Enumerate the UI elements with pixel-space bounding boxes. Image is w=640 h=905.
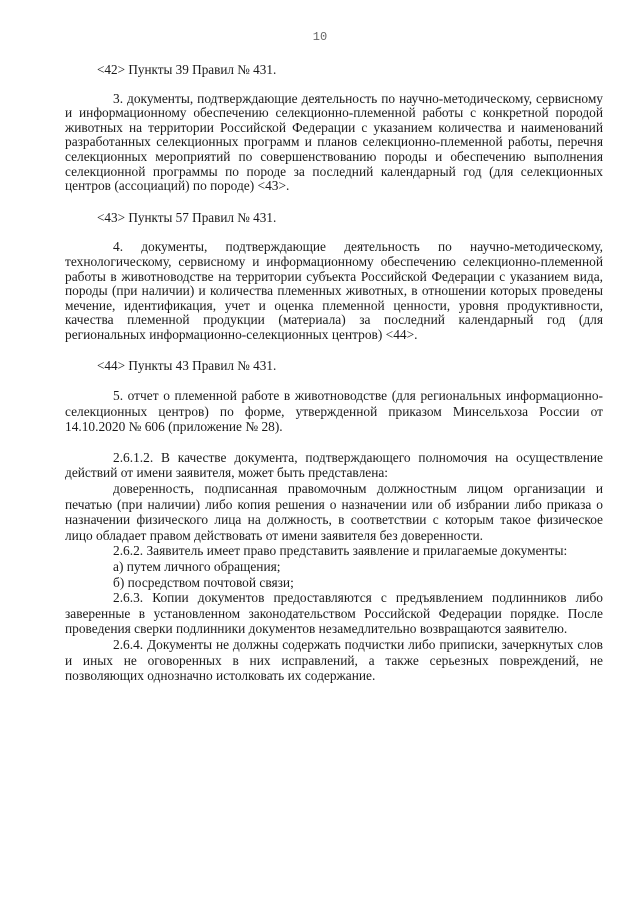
paragraph-power-of-attorney: доверенность, подписанная правомочным должностным лицом организации и печатью (при наличии) либо копия решения о назначении или об избрании либо приказа о назначении физического лица на должность, в соответствии с которым такое физическое лицо обладает правом действовать от имени заявителя без доверенности. [65,481,603,543]
paragraph-2-6-4: 2.6.4. Документы не должны содержать подчистки либо приписки, зачеркнутых слов и иных не оговоренных в них исправлений, а также серьезных повреждений, не позволяющих однозначно истолковать их содержание. [65,637,603,684]
paragraph-2-6-1-2: 2.6.1.2. В качестве документа, подтверждающего полномочия на осуществление действий от имени заявителя, может быть представлена: [65,449,603,481]
footnote-43: <43> Пункты 57 Правил № 431. [97,209,277,225]
paragraph-item-3: 3. документы, подтверждающие деятельность по научно-методическому, сервисному и информационному обеспечению селекционно-племенной работы с конкретной породой животных на территории Российской Федерации с указанием количества и наименований разработанных селекционных программ и планов селекционно-племенной работы, перечня селекционных мероприятий по совершенствованию породы и обеспечению выполнения селекционной программы по породе за последний календарный год (для селекционных центров (ассоциаций) по породе) <43>. [65,90,603,194]
paragraph-2-6-3: 2.6.3. Копии документов предоставляются с предъявлением подлинников либо заверенные в установленном законодательством Российской Федерации порядке. После проведения сверки подлинники документов незамедлительно возвращаются заявителю. [65,590,603,637]
paragraph-item-5: 5. отчет о племенной работе в животноводстве (для региональных информационно-селекционных центров) по форме, утвержденной приказом Минсельхоза России от 14.10.2020 № 606 (приложение № 28). [65,388,603,435]
document-body [65,62,603,684]
list-item-a: а) путем личного обращения; [113,559,281,575]
footnote-44: <44> Пункты 43 Правил № 431. [97,357,277,373]
paragraph-2-6-2: 2.6.2. Заявитель имеет право представить заявление и прилагаемые документы: [113,543,568,559]
footnote-42: <42> Пункты 39 Правил № 431. [97,62,277,77]
page-number: 10 [312,30,328,44]
paragraph-item-4: 4. документы, подтверждающие деятельность по научно-методическому, технологическому, сервисному и информационному обеспечению селекционно-племенной работы в животноводстве на территории субъекта Российской Федерации с указанием вида, породы (при наличии) и количества племенных животных, в отношении которых проведены мечение, идентификация, учет и оценка племенной ценности, уровня продуктивности, качества племенной продукции (материала) за последний календарный год (для региональных информационно-селекционных центров) <44>. [65,239,603,342]
list-item-b: б) посредством почтовой связи; [113,574,294,590]
